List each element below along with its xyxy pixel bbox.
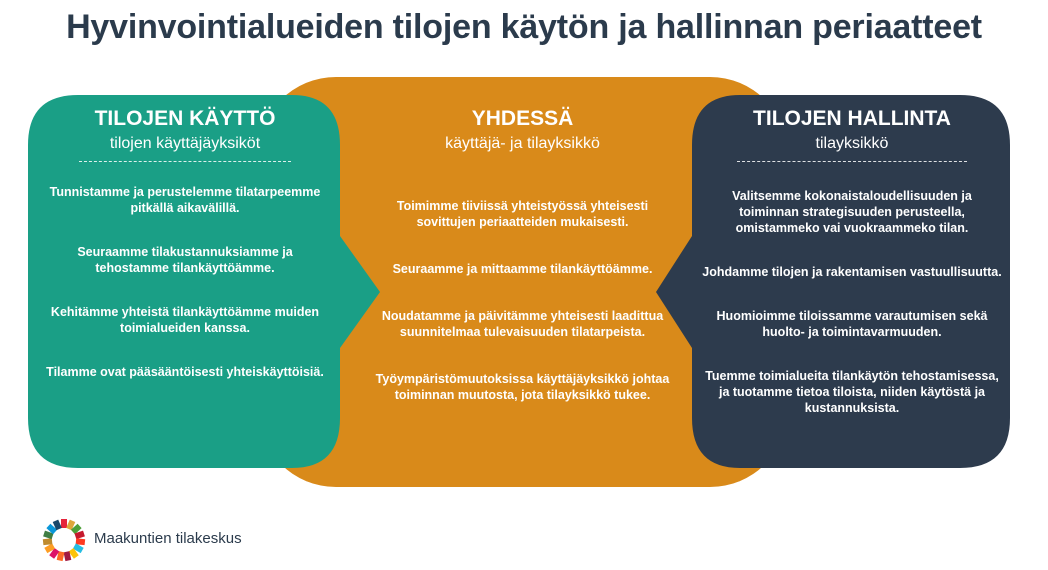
principle-item: Seuraamme ja mittaamme tilankäyttöämme. — [392, 262, 653, 276]
principle-item: Valitsemme kokonaistaloudellisuuden ja toiminnan strategisuuden perusteella, omistammeko vai vuokraammeko tilan. — [732, 189, 972, 235]
tilojen-kaytto-panel — [40, 106, 330, 408]
principle-item: Seuraamme tilakustannuksiamme ja tehostamme tilankäyttöämme. — [77, 245, 293, 275]
panel-subheading: tilayksikkö — [815, 135, 889, 152]
tilojen-hallinta-panel — [702, 106, 1002, 444]
principle-item: Noudatamme ja päivitämme yhteisesti laadittua suunnitelmaa tulevaisuuden tilatarpeista. — [381, 309, 664, 339]
principle-item: Tunnistamme ja perustelemme tilatarpeemme pitkällä aikavälillä. — [49, 185, 321, 215]
principle-item: Toimimme tiiviissä yhteistyössä yhteisesti sovittujen periaatteiden mukaisesti. — [396, 199, 649, 229]
panel-subheading: käyttäjä- ja tilayksikkö — [445, 135, 600, 152]
panel-heading: TILOJEN KÄYTTÖ — [94, 107, 276, 130]
yhdessa-panel — [370, 106, 675, 434]
principle-item: Tuemme toimialueita tilankäytön tehostamisessa, ja tuotamme tietoa tiloista, niiden käytöstä ja kustannuksista. — [705, 369, 999, 415]
principle-item: Tilamme ovat pääsääntöisesti yhteiskäyttöisiä. — [46, 365, 324, 379]
panel-heading: YHDESSÄ — [471, 107, 574, 130]
logo-text: Maakuntien tilakeskus — [94, 530, 242, 547]
dashed-divider — [79, 161, 291, 162]
page-title: Hyvinvointialueiden tilojen käytön ja hallinnan periaatteet — [66, 8, 982, 46]
panel-heading: TILOJEN HALLINTA — [753, 107, 951, 130]
panel-subheading: tilojen käyttäjäyksiköt — [109, 135, 261, 152]
dashed-divider — [737, 161, 967, 162]
principle-item: Kehitämme yhteistä tilankäyttöämme muiden toimialueiden kanssa. — [50, 305, 320, 335]
principle-item: Johdamme tilojen ja rakentamisen vastuullisuutta. — [702, 265, 1002, 279]
principle-item: Työympäristömuutoksissa käyttäjäyksikkö johtaa toiminnan muutosta, jota tilayksikkö tukee. — [375, 372, 670, 402]
principle-item: Huomioimme tiloissamme varautumisen sekä huolto- ja toimintavarmuuden. — [716, 309, 988, 339]
